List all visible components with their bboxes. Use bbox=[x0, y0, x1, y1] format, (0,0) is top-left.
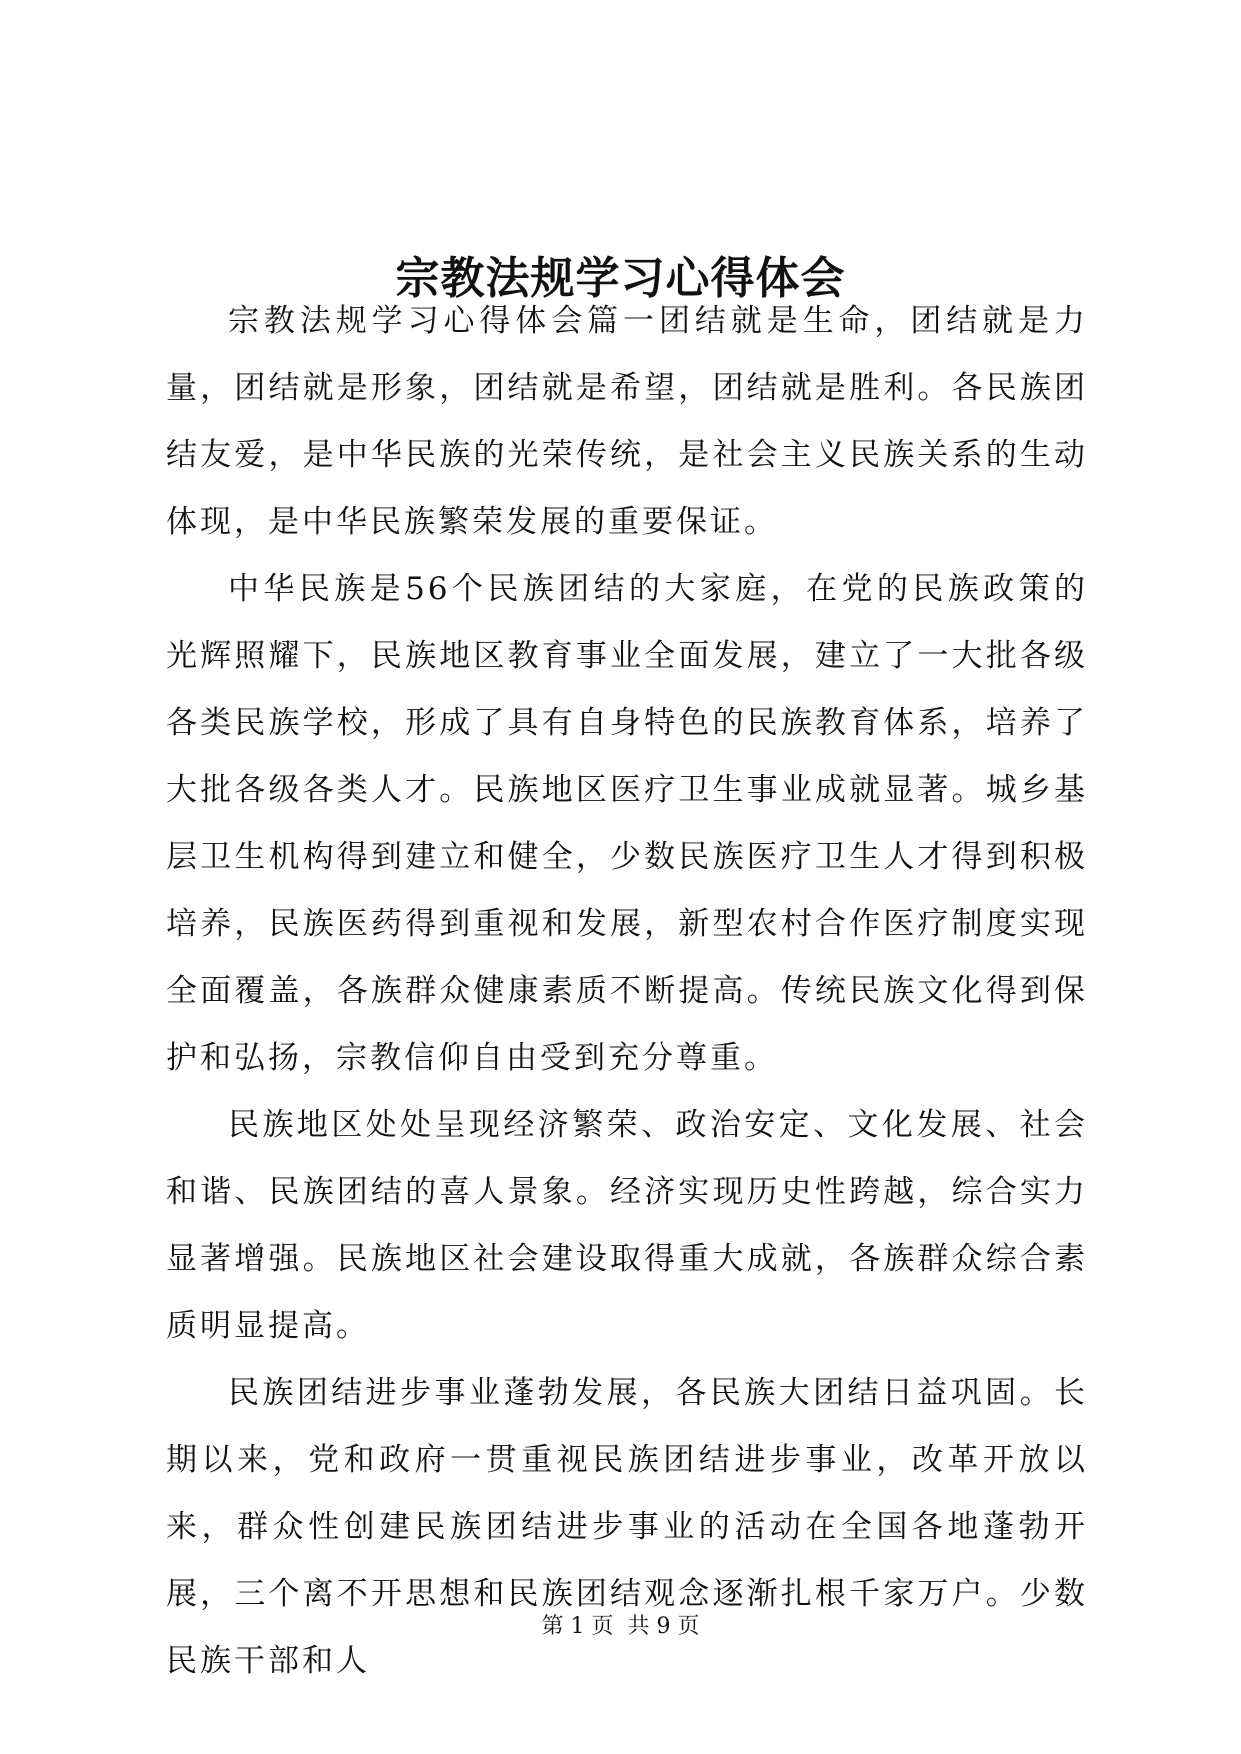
page-footer bbox=[0, 1612, 1241, 1642]
document-title: 宗教法规学习心得体会 bbox=[395, 253, 846, 305]
page-number: 第 1 页 共 9 页 bbox=[541, 1614, 700, 1639]
paragraph-4: 民族团结进步事业蓬勃发展，各民族大团结日益巩固。长期以来，党和政府一贯重视民族团结进步事业，改革开放以来，群众性创建民族团结进步事业的活动在全国各地蓬勃开展，三个离不开思想和民族团结观念逐渐扎根千家万户。少数民族干部和人 bbox=[166, 1375, 1088, 1679]
paragraph-3: 民族地区处处呈现经济繁荣、政治安定、文化发展、社会和谐、民族团结的喜人景象。经济实现历史性跨越，综合实力显著增强。民族地区社会建设取得重大成就，各族群众综合素质明显提高。 bbox=[166, 1107, 1088, 1344]
paragraph-1: 宗教法规学习心得体会篇一团结就是生命，团结就是力量，团结就是形象，团结就是希望，团结就是胜利。各民族团结友爱，是中华民族的光荣传统，是社会主义民族关系的生动体现，是中华民族繁荣发展的重要保证。 bbox=[166, 303, 1088, 540]
document-body bbox=[166, 288, 1088, 1695]
paragraph-2: 中华民族是56个民族团结的大家庭，在党的民族政策的光辉照耀下，民族地区教育事业全面发展，建立了一大批各级各类民族学校，形成了具有自身特色的民族教育体系，培养了大批各级各类人才。民族地区医疗卫生事业成就显著。城乡基层卫生机构得到建立和健全，少数民族医疗卫生人才得到积极培养，民族医药得到重视和发展，新型农村合作医疗制度实现全面覆盖，各族群众健康素质不断提高。传统民族文化得到保护和弘扬，宗教信仰自由受到充分尊重。 bbox=[166, 571, 1088, 1076]
